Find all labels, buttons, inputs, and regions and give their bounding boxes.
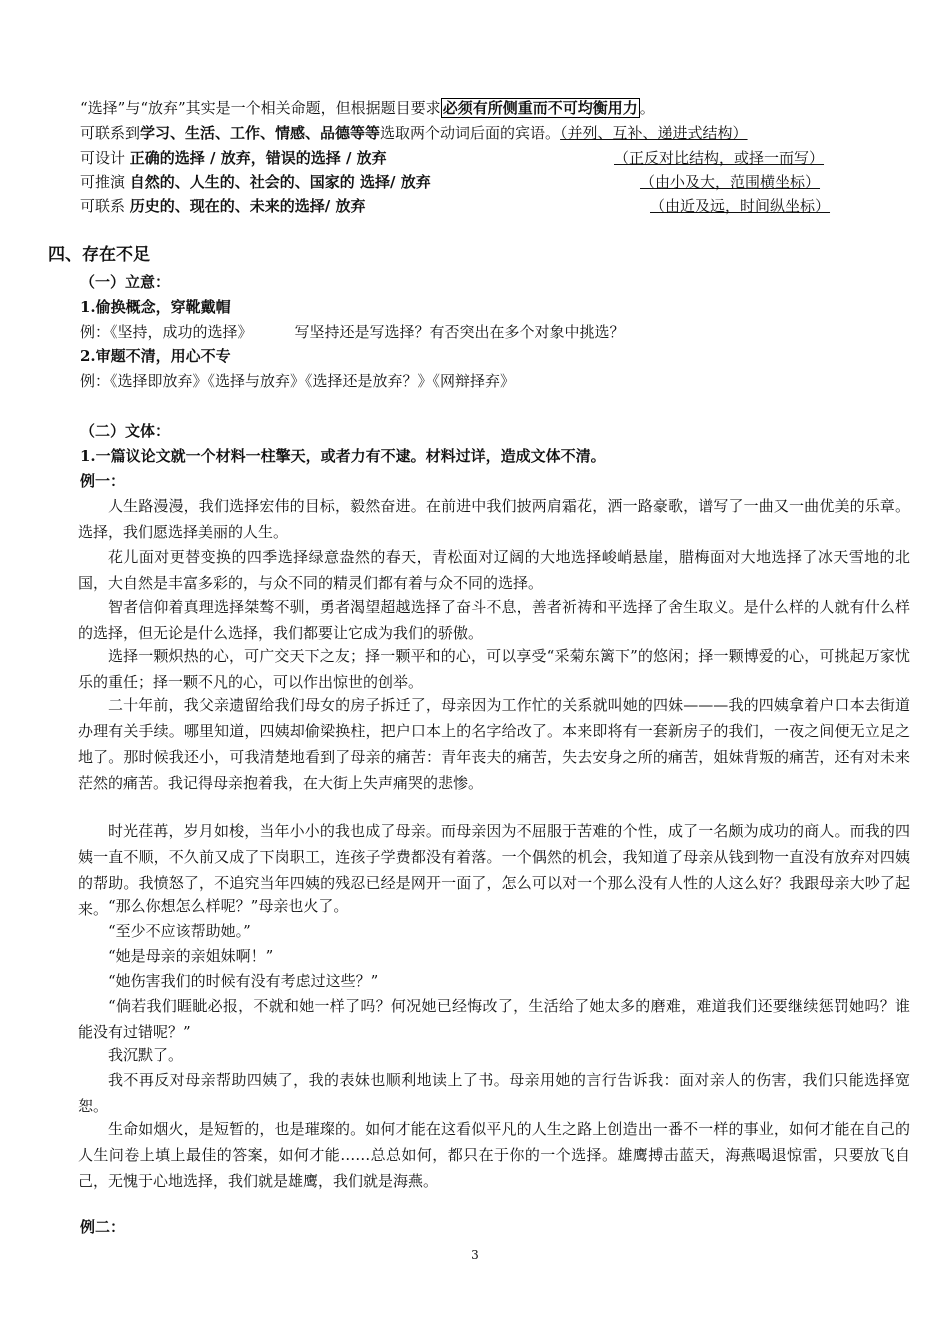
example-2-label: 例二： (80, 1218, 126, 1236)
item-2-heading: 2.审题不清，用心不专 (80, 347, 231, 365)
section-title: 四、存在不足 (48, 245, 150, 265)
emphasis-box: 必须有所侧重而不可均衡用力 (442, 99, 638, 117)
intro-line-2-prefix: 可联系到 (80, 124, 141, 142)
item-1-example-note: 写坚持还是写选择？有否突出在多个对象中挑选？ (294, 323, 625, 341)
item-1-example-title: 例：《坚持，成功的选择》 (80, 323, 253, 341)
design-line (80, 148, 387, 168)
relate-line (80, 196, 366, 216)
relate-note: （由近及远，时间纵坐标） (650, 197, 831, 215)
essay-paragraph: 二十年前，我父亲遗留给我们母女的房子拆迁了，母亲因为工作忙的关系就叫她的四妹———我的四姨拿着户口本去街道办理有关手续。哪里知道，四姨却偷梁换柱，把户口本上的名字给改了。本来即将有一套新房子的我们，一夜之间便无立足之地了。那时候我还小，可我清楚地看到了母亲的痛苦：青年丧夫的痛苦，失去安身之所的痛苦，姐妹背叛的痛苦，还有对未来茫然的痛苦。我记得母亲抱着我，在大街上失声痛哭的悲惨。 (78, 696, 910, 792)
page-number: 3 (471, 1248, 479, 1262)
design-label: 可设计 (80, 149, 126, 167)
dialogue-line: “她是母亲的亲姐妹啊！” (108, 947, 274, 965)
essay-paragraph: 时光荏苒，岁月如梭，当年小小的我也成了母亲。而母亲因为不屈服于苦难的个性，成了一名颇为成功的商人。而我的四姨一直不顺，不久前又成了下岗职工，连孩子学费都没有着落。一个偶然的机会，我知道了母亲从钱到物一直没有放弃对四姨的帮助。我愤怒了，不追究当年四姨的残忍已经是网开一面了，怎么可以对一个那么没有人性的人这么好？我跟母亲大吵了起来。 (78, 822, 910, 918)
essay-paragraph: 选择一颗炽热的心，可广交天下之友；择一颗平和的心，可以享受“采菊东篱下”的悠闲；择一颗博爱的心，可挑起万家忧乐的重任；择一颗不凡的心，可以作出惊世的创举。 (78, 647, 910, 691)
dialogue-line: “倘若我们睚眦必报，不就和她一样了吗？何况她已经悔改了，生活给了她太多的磨难，难道我们还要继续惩罚她吗？谁能没有过错呢？” (78, 997, 910, 1041)
essay-paragraph: 智者信仰着真理选择桀骜不驯，勇者渴望超越选择了奋斗不息，善者祈祷和平选择了舍生取义。是什么样的人就有什么样的选择，但无论是什么选择，我们都要让它成为我们的骄傲。 (78, 598, 910, 642)
intro-line-2-text: 选取两个动词后面的宾语。 (380, 124, 561, 142)
design-text: 正确的选择 / 放弃，错误的选择 / 放弃 (129, 149, 387, 167)
design-note: （正反对比结构，或择一而写） (614, 149, 825, 167)
item-1-example (80, 322, 625, 342)
intro-line-1-end: 。 (639, 99, 655, 117)
dialogue-line: “她伤害我们的时候有没有考虑过这些？” (108, 972, 379, 990)
deduce-label: 可推演 (80, 173, 126, 191)
relate-text: 历史的、现在的、未来的选择/ 放弃 (129, 197, 366, 215)
essay-paragraph: 花儿面对更替变换的四季选择绿意盎然的春天，青松面对辽阔的大地选择峻峭悬崖，腊梅面对大地选择了冰天雪地的北国，大自然是丰富多彩的，与众不同的精灵们都有着与众不同的选择。 (78, 548, 910, 592)
essay-paragraph: 我沉默了。 (108, 1046, 184, 1064)
subsection-intent: （一）立意： (80, 273, 171, 291)
item-2-example: 例：《选择即放弃》《选择与放弃》《选择还是放弃？》《网辩择弃》 (80, 372, 516, 390)
intro-line-2 (80, 123, 748, 143)
relate-label: 可联系 (80, 197, 126, 215)
example-1-label: 例一： (80, 472, 126, 490)
subsection-style: （二）文体： (80, 422, 171, 440)
deduce-line (80, 172, 431, 192)
dialogue-line: “至少不应该帮助她。” (108, 922, 251, 940)
intro-line-2-topics: 学习、生活、工作、情感、品德等等 (140, 124, 381, 142)
item-1-heading: 1.偷换概念，穿靴戴帽 (80, 298, 231, 316)
essay-paragraph: 生命如烟火，是短暂的，也是璀璨的。如何才能在这看似平凡的人生之路上创造出一番不一样的事业，如何才能在自己的人生问卷上填上最佳的答案，如何才能……总总如何，都只在于你的一个选择。雄鹰搏击蓝天，海燕喝退惊雷，只要放飞自己，无愧于心地选择，我们就是雄鹰，我们就是海燕。 (78, 1120, 910, 1190)
deduce-text: 自然的、人生的、社会的、国家的 选择/ 放弃 (129, 173, 431, 191)
intro-line-1-text: “选择”与“放弃”其实是一个相关命题，但根据题目要求 (80, 99, 441, 117)
item-3-heading: 1.一篇议论文就一个材料一柱擎天，或者力有不逮。材料过详，造成文体不清。 (80, 447, 606, 465)
essay-paragraph: 我不再反对母亲帮助四姨了，我的表妹也顺利地读上了书。母亲用她的言行告诉我：面对亲人的伤害，我们只能选择宽恕。 (78, 1071, 910, 1115)
intro-line-2-structure: （并列、互补、递进式结构） (560, 124, 748, 142)
essay-paragraph: 人生路漫漫，我们选择宏伟的目标，毅然奋进。在前进中我们披两肩霜花，洒一路豪歌，谱写了一曲又一曲优美的乐章。选择，我们愿选择美丽的人生。 (78, 497, 910, 541)
deduce-note: （由小及大，范围横坐标） (640, 173, 821, 191)
dialogue-line: “那么你想怎么样呢？”母亲也火了。 (108, 897, 349, 915)
intro-line-1 (80, 98, 655, 118)
